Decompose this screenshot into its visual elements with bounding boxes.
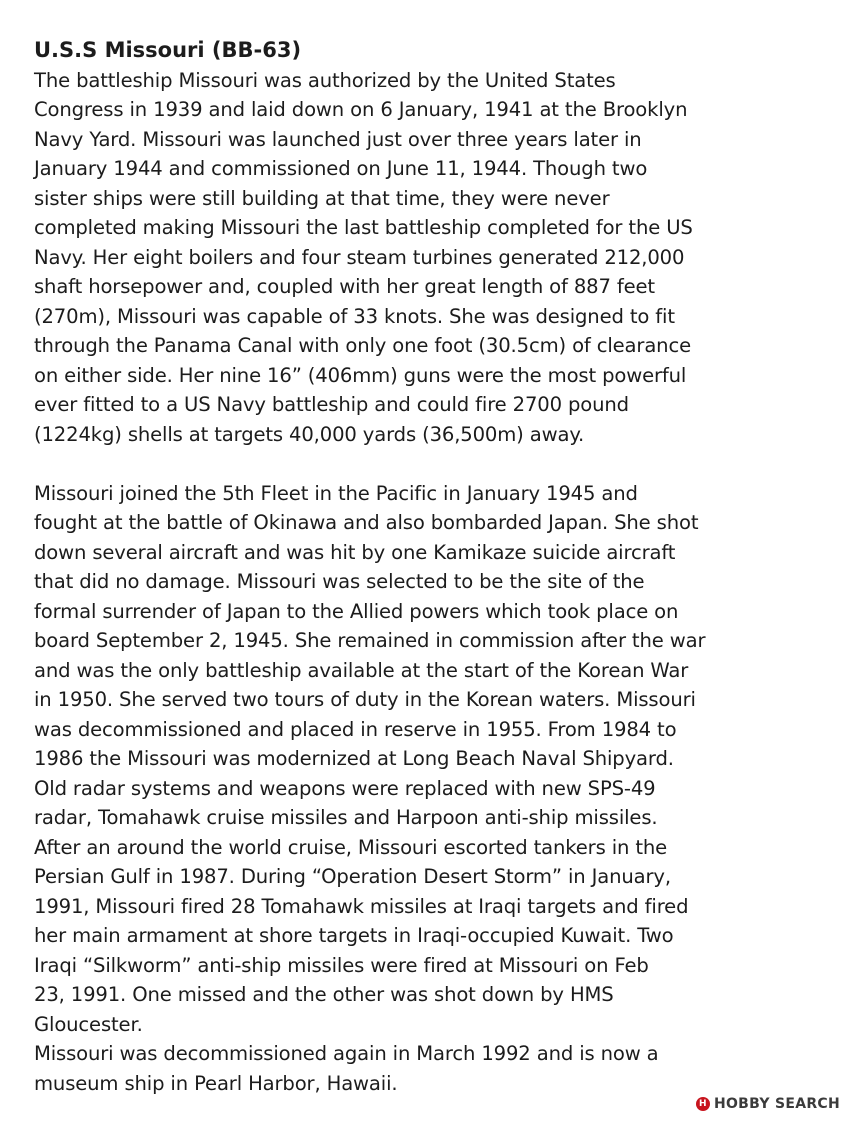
text-line: that did no damage. Missouri was selected to be the site of the — [34, 570, 645, 593]
text-line: museum ship in Pearl Harbor, Hawaii. — [34, 1071, 398, 1095]
text-line: The battleship Missouri was authorized by the United States — [34, 68, 616, 92]
text-line: Congress in 1939 and laid down on 6 January, 1941 at the Brooklyn — [34, 98, 688, 121]
paragraph-2 — [34, 479, 834, 1040]
text-line: 1986 the Missouri was modernized at Long Beach Naval Shipyard. — [34, 747, 674, 770]
hobby-search-watermark — [696, 1096, 840, 1112]
text-line: (270m), Missouri was capable of 33 knots. She was designed to fit — [34, 304, 675, 328]
text-line: Persian Gulf in 1987. During “Operation Desert Storm” in January, — [34, 865, 671, 888]
text-line: and was the only battleship available at the start of the Korean War — [34, 658, 689, 682]
text-line: radar, Tomahawk cruise missiles and Harpoon anti-ship missiles. — [34, 806, 658, 829]
text-line: formal surrender of Japan to the Allied powers which took place on — [34, 599, 679, 623]
text-line: Missouri was decommissioned again in March 1992 and is now a — [34, 1042, 659, 1065]
text-line: ever fitted to a US Navy battleship and could fire 2700 pound — [34, 393, 629, 416]
text-line: Navy. Her eight boilers and four steam turbines generated 212,000 — [34, 245, 685, 269]
hobby-search-logo-icon: H — [696, 1097, 710, 1111]
text-line: After an around the world cruise, Missouri escorted tankers in the — [34, 835, 668, 859]
text-line: shaft horsepower and, coupled with her great length of 887 feet — [34, 275, 655, 298]
text-line: in 1950. She served two tours of duty in the Korean waters. Missouri — [34, 688, 696, 711]
text-line: (1224kg) shells at targets 40,000 yards (36,500m) away. — [34, 422, 585, 446]
paragraph-1 — [34, 66, 834, 450]
text-line: on either side. Her nine 16” (406mm) guns were the most powerful — [34, 363, 687, 387]
text-line: Navy Yard. Missouri was launched just over three years later in — [34, 127, 642, 151]
text-line: 1991, Missouri fired 28 Tomahawk missiles at Iraqi targets and fired — [34, 894, 689, 918]
paragraph-3 — [34, 1039, 834, 1098]
text-line: fought at the battle of Okinawa and also bombarded Japan. She shot — [34, 511, 699, 534]
document-body — [34, 36, 834, 1098]
text-line: Missouri joined the 5th Fleet in the Pacific in January 1945 and — [34, 481, 638, 505]
text-line: completed making Missouri the last battleship completed for the US — [34, 216, 693, 239]
watermark-text: HOBBY SEARCH — [713, 1096, 840, 1112]
text-line: Iraqi “Silkworm” anti-ship missiles were fired at Missouri on Feb — [34, 953, 649, 977]
text-line: Old radar systems and weapons were replaced with new SPS-49 — [34, 776, 656, 800]
text-line: was decommissioned and placed in reserve in 1955. From 1984 to — [34, 717, 677, 741]
text-line: Gloucester. — [34, 1012, 143, 1036]
paragraph-gap — [34, 449, 834, 479]
text-line: January 1944 and commissioned on June 11, 1944. Though two — [34, 157, 648, 180]
text-line: down several aircraft and was hit by one Kamikaze suicide aircraft — [34, 540, 676, 564]
text-line: sister ships were still building at that time, they were never — [34, 186, 610, 210]
text-line: through the Panama Canal with only one foot (30.5cm) of clearance — [34, 334, 691, 357]
text-line: board September 2, 1945. She remained in commission after the war — [34, 629, 706, 652]
text-line: 23, 1991. One missed and the other was shot down by HMS — [34, 983, 614, 1006]
text-line: her main armament at shore targets in Iraqi-occupied Kuwait. Two — [34, 924, 674, 947]
document-title: U.S.S Missouri (BB-63) — [34, 38, 302, 62]
